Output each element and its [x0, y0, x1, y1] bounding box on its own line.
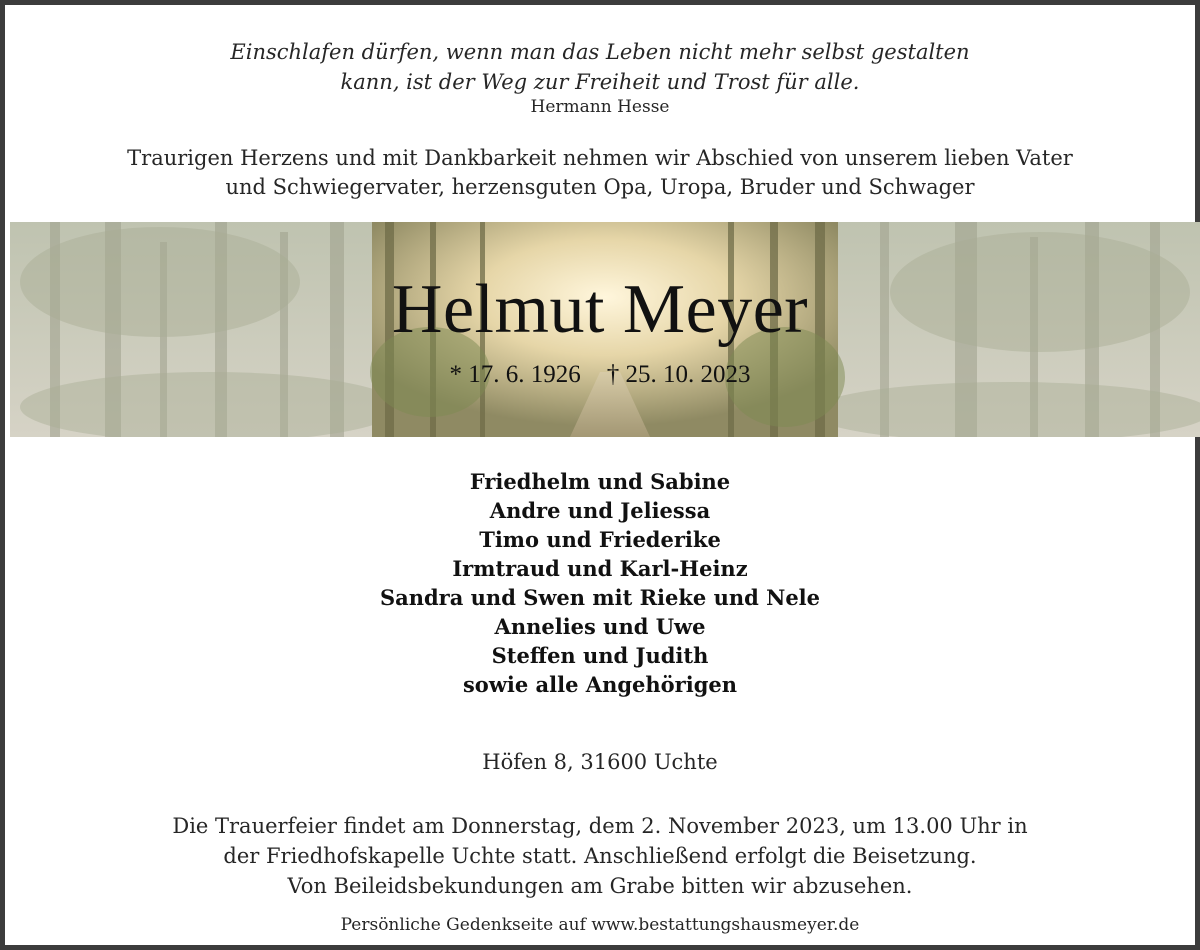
quote-line: kann, ist der Weg zur Freiheit und Trost für alle. [340, 70, 860, 94]
family-member: Friedhelm und Sabine [469, 469, 731, 494]
memorial-website: Persönliche Gedenkseite auf www.bestattungshausmeyer.de [340, 915, 860, 935]
intro-line: und Schwiegervater, herzensguten Opa, Uropa, Bruder und Schwager [225, 175, 975, 199]
quote-author: Hermann Hesse [530, 97, 670, 117]
address: Höfen 8, 31600 Uchte [482, 750, 718, 774]
family-member: sowie alle Angehörigen [462, 672, 738, 697]
quote [5, 37, 1195, 97]
ceremony-line: Von Beileidsbekundungen am Grabe bitten wir abzusehen. [287, 874, 913, 898]
death-date: † 25. 10. 2023 [606, 361, 751, 388]
family-member: Sandra und Swen mit Rieke und Nele [379, 585, 821, 610]
deceased-name: Helmut Meyer [391, 271, 809, 348]
family-list [5, 467, 1195, 699]
intro-text [5, 144, 1195, 202]
quote-line: Einschlafen dürfen, wenn man das Leben nicht mehr selbst gestalten [230, 40, 970, 64]
birth-date: * 17. 6. 1926 [449, 361, 581, 388]
family-member: Annelies und Uwe [494, 614, 706, 639]
family-member: Timo und Friederike [479, 527, 721, 552]
life-dates [5, 361, 1195, 389]
family-member: Irmtraud und Karl-Heinz [452, 556, 748, 581]
ceremony-line: der Friedhofskapelle Uchte statt. Anschließend erfolgt die Beisetzung. [223, 844, 977, 868]
ceremony-info [5, 811, 1195, 901]
family-member: Steffen und Judith [491, 643, 709, 668]
family-member: Andre und Jeliessa [489, 498, 711, 523]
intro-line: Traurigen Herzens und mit Dankbarkeit nehmen wir Abschied von unserem lieben Vater [127, 146, 1073, 170]
ceremony-line: Die Trauerfeier findet am Donnerstag, dem 2. November 2023, um 13.00 Uhr in [172, 814, 1028, 838]
